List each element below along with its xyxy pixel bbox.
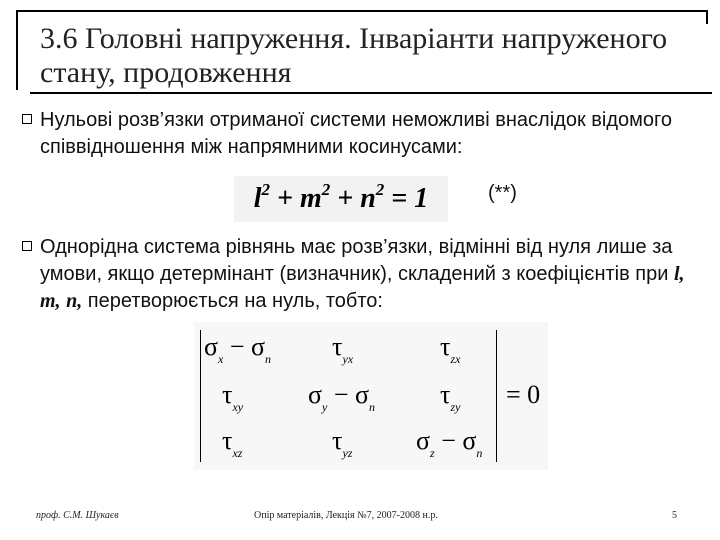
paragraph-2 — [40, 234, 710, 315]
footer-course: Опір матеріалів, Лекція №7, 2007-2008 н.р. — [254, 510, 438, 521]
bullet-square-icon — [22, 114, 32, 124]
formula-equals: = — [391, 183, 408, 214]
det-cell-3-1: $\tau_{xz}$ — [222, 426, 243, 460]
determinant-right-bar — [496, 330, 497, 462]
det-cell-1-2: $\tau_{yx}$ — [332, 332, 354, 366]
det-cell-2-1: $\tau_{xy}$ — [222, 380, 244, 414]
det-cell-2-2: $\sigma_y - \sigma_n$ — [308, 380, 376, 414]
formula-exp-m: 2 — [321, 180, 331, 199]
var-n: n, — [66, 290, 83, 312]
formula-l: l — [253, 183, 262, 214]
paragraph-2-before: Однорідна система рівнянь має розв’язки, відмінні від нуля лише за умови, якщо детермінант (визначник), складений з коефіцієнтів при — [40, 236, 674, 285]
bullet-square-icon — [22, 241, 32, 251]
stress-determinant — [194, 322, 548, 470]
formula-m: m — [299, 183, 322, 214]
determinant-equals-zero: = 0 — [506, 380, 541, 409]
paragraph-2-after: перетворюється на нуль, тобто: — [82, 290, 383, 312]
paragraph-1: Нульові розв’язки отриманої системи неможливі внаслідок відомого співвідношення між напрямними косинусами: — [40, 109, 672, 158]
formula-rhs: 1 — [414, 183, 429, 214]
footer-page-number: 5 — [672, 510, 677, 521]
equation-tag: (**) — [488, 182, 517, 204]
formula-n: n — [360, 183, 376, 214]
formula-exp-n: 2 — [375, 180, 385, 199]
title-underline — [30, 92, 712, 94]
footer-author: проф. С.М. Шукаєв — [36, 510, 119, 521]
direction-cosines-formula — [234, 176, 448, 222]
determinant-left-bar — [200, 330, 201, 462]
det-cell-2-3: $\tau_{zy}$ — [440, 380, 461, 414]
det-cell-1-1: $\sigma_x - \sigma_n$ — [204, 332, 272, 366]
det-cell-3-2: $\tau_{yz}$ — [332, 426, 353, 460]
title-frame-left — [16, 10, 30, 90]
formula-exp-l: 2 — [261, 180, 270, 199]
det-cell-3-3: $\sigma_z - \sigma_n$ — [416, 426, 483, 460]
var-l: l, — [673, 263, 685, 285]
det-cell-1-3: $\tau_{zx}$ — [440, 332, 461, 366]
formula-plus-1: + — [277, 183, 293, 214]
slide-title: 3.6 Головні напруження. Інваріанти напруженого стану, продовження — [40, 22, 668, 89]
formula-plus-2: + — [337, 183, 354, 214]
var-m: m, — [40, 290, 61, 312]
